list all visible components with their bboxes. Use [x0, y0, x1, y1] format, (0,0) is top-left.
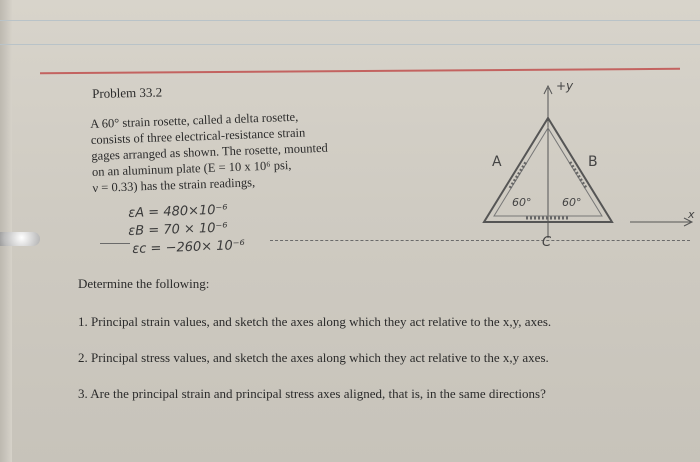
question-item: 1. Principal strain values, and sketch the axes along which they act relative to the x,y, axes. — [78, 314, 552, 329]
question-item: 2. Principal stress values, and sketch the axes along which they act relative to the x,y axes. — [78, 350, 549, 365]
gage-c-label: C — [542, 235, 552, 250]
strain-a-reading: εA = 480×10⁻⁶ — [128, 202, 228, 221]
problem-title: Problem 33.2 — [92, 84, 163, 101]
angle-left-label: 60° — [512, 196, 532, 209]
ruled-line — [0, 44, 700, 45]
gage-b-label: B — [588, 154, 598, 170]
statement-line: consists of three electrical-resistance strain — [90, 125, 306, 147]
delta-rosette-diagram — [470, 70, 700, 250]
statement-line: on an aluminum plate (E = 10 x 10⁶ psi, — [91, 158, 292, 179]
problem-statement — [90, 105, 413, 196]
ruled-line — [0, 20, 700, 21]
strain-b-reading: εB = 70 × 10⁻⁶ — [128, 220, 228, 239]
question-item: 3. Are the principal strain and principal stress axes aligned, that is, in the same directions? — [78, 386, 546, 401]
statement-line: gages arranged as shown. The rosette, mounted — [91, 140, 329, 163]
axis-y-label: +y — [556, 79, 574, 93]
questions-intro: Determine the following: — [78, 276, 210, 291]
statement-line: A 60° strain rosette, called a delta rosette, — [90, 109, 299, 131]
gage-a-label: A — [492, 154, 502, 170]
axis-line-left — [100, 243, 130, 244]
strain-c-reading: εc = −260× 10⁻⁶ — [132, 238, 246, 257]
axis-x-label: x — [688, 208, 695, 221]
statement-line: ν = 0.33) has the strain readings, — [92, 175, 256, 195]
binder-ring — [0, 232, 40, 246]
notebook-binding — [0, 0, 12, 462]
angle-right-label: 60° — [562, 196, 582, 209]
